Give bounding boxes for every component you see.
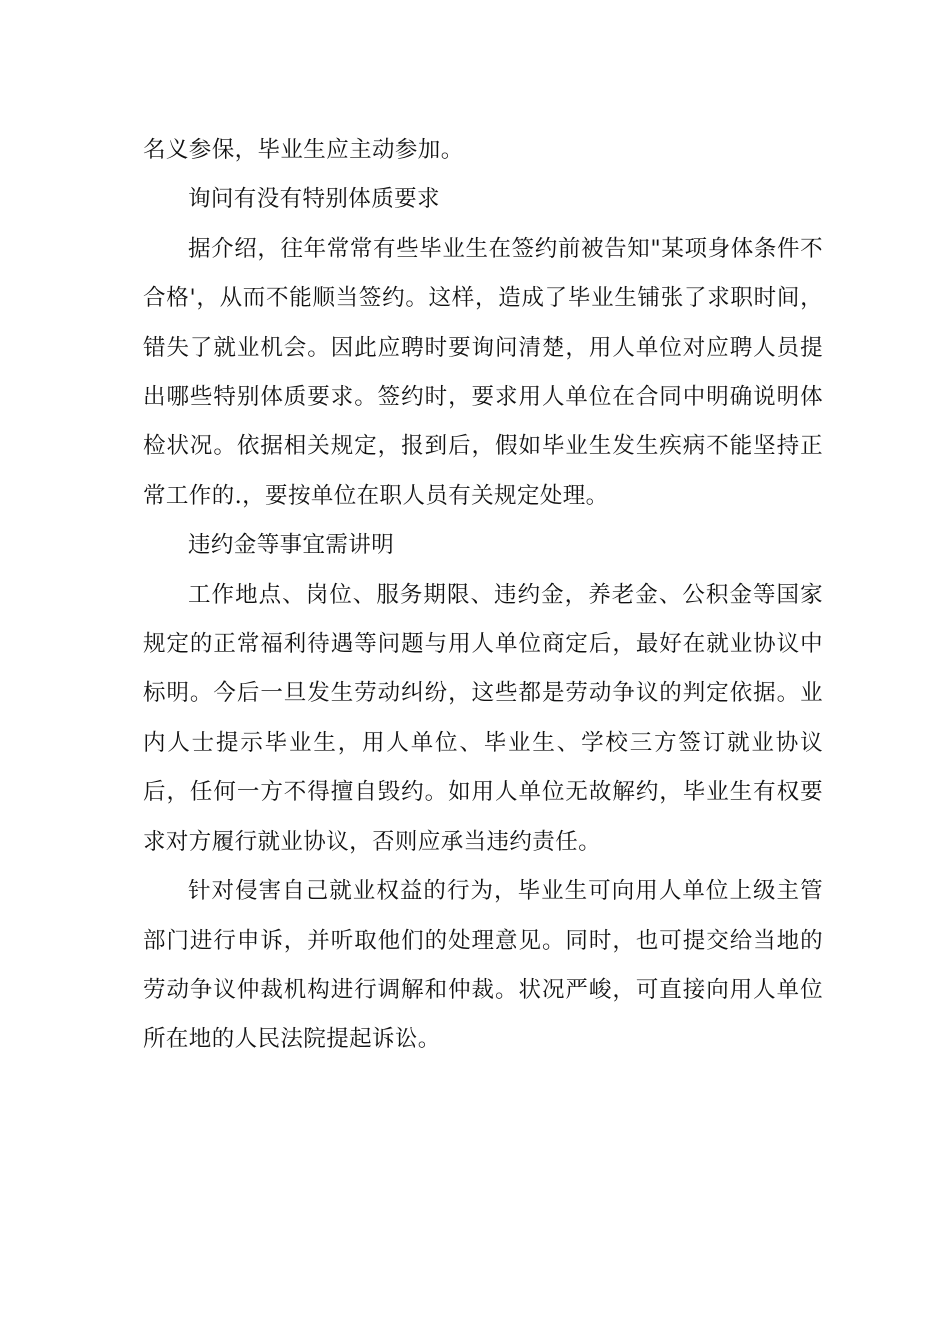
- section-heading-physical-requirements: 询问有没有特别体质要求: [188, 186, 440, 213]
- paragraph-physical-requirements: 据介绍，往年常常有些毕业生在签约前被告知"某项身体条件不合格'，从而不能顺当签约。这样，造成了毕业生铺张了求职时间，错失了就业机会。因此应聘时要询问清楚，用人单位对应聘人员提出哪些特别体质要求。签约时，要求用人单位在合同中明确说明体检状况。依据相关规定，报到后，假如毕业生发生疾病不能坚持正常工作的.，要按单位在职人员有关规定处理。: [143, 235, 823, 509]
- paragraph-continuation: 名义参保，毕业生应主动参加。: [143, 137, 464, 163]
- document-body: [143, 126, 823, 1065]
- paragraph-rights-protection: 针对侵害自己就业权益的行为，毕业生可向用人单位上级主管部门进行申诉，并听取他们的处理意见。同时，也可提交给当地的劳动争议仲裁机构进行调解和仲裁。状况严峻，可直接向用人单位所在地的人民法院提起诉讼。: [143, 878, 823, 1053]
- section-heading-penalty-matters: 违约金等事宜需讲明: [188, 532, 395, 559]
- paragraph-penalty-matters: 工作地点、岗位、服务期限、违约金，养老金、公积金等国家规定的正常福利待遇等问题与用人单位商定后，最好在就业协议中标明。今后一旦发生劳动纠纷，这些都是劳动争议的判定依据。业内人士提示毕业生，用人单位、毕业生、学校三方签订就业协议后，任何一方不得擅自毁约。如用人单位无故解约，毕业生有权要求对方履行就业协议，否则应承当违约责任。: [143, 581, 823, 855]
